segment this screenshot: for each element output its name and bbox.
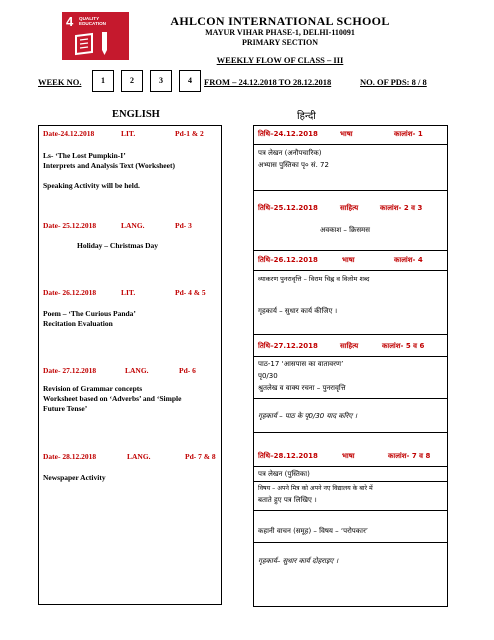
divider	[254, 432, 447, 433]
hin-type-2: साहित्य	[340, 204, 359, 212]
eng-line: Interprets and Analysis Text (Worksheet)	[43, 161, 175, 170]
hin-line: पत्र लेखन (अनौपचारिक)	[258, 149, 322, 157]
hin-line: गृहकार्य– सुधार कार्य दोहराइए ।	[258, 557, 339, 565]
school-section: PRIMARY SECTION	[241, 38, 319, 47]
divider	[254, 356, 447, 357]
divider	[254, 334, 447, 335]
hin-pd-2: कालांश- 2 व 3	[380, 204, 423, 212]
periods-count: NO. OF PDS: 8 / 8	[360, 77, 427, 87]
hin-line: गृहकार्य – सुधार कार्य कीजिए ।	[258, 307, 338, 315]
eng-pd-2: Pd- 3	[175, 221, 192, 230]
eng-type-1: LIT.	[121, 129, 136, 138]
week-box-1: 1	[92, 70, 114, 92]
date-range: FROM – 24.12.2018 TO 28.12.2018	[204, 77, 332, 87]
english-schedule	[38, 125, 222, 605]
eng-line: Worksheet based on ‘Adverbs’ and ‘Simple	[43, 394, 182, 403]
hin-type-1: भाषा	[340, 130, 353, 138]
eng-line: Revision of Grammar concepts	[43, 384, 143, 393]
eng-type-4: LANG.	[125, 366, 149, 375]
eng-type-3: LIT.	[121, 288, 136, 297]
hin-pd-3: कालांश- 4	[394, 256, 423, 264]
divider	[254, 250, 447, 251]
hin-pd-4: कालांश- 5 व 6	[382, 342, 425, 350]
eng-line: Holiday – Christmas Day	[77, 241, 159, 250]
divider	[254, 144, 447, 145]
divider	[254, 398, 447, 399]
hin-line: पत्र लेखन (पुस्तिका)	[258, 470, 310, 478]
hin-line: अभ्यास पुस्तिका पृ० सं. 72	[258, 161, 329, 169]
eng-date-5: Date- 28.12.2018	[43, 452, 97, 461]
hin-line: कहानी वाचन (समूह) – विषय – ‘परोपकार’	[258, 527, 369, 535]
hin-line: गृहकार्य – पाठ के पृ0/30 याद करिए ।	[258, 412, 358, 420]
eng-date-4: Date- 27.12.2018	[43, 366, 97, 375]
week-no-label: WEEK NO.	[38, 77, 82, 87]
week-box-2: 2	[121, 70, 143, 92]
hin-date-4: तिथि–27.12.2018	[258, 342, 318, 350]
divider	[254, 466, 447, 467]
divider	[254, 190, 447, 191]
hin-line: बताते हुए पत्र लिखिए ।	[258, 496, 317, 504]
hin-line: श्रुतलेख व वाक्य रचना – पुनरावृत्ति	[258, 384, 346, 392]
hin-date-3: तिथि–26.12.2018	[258, 256, 318, 264]
week-box-4: 4	[179, 70, 201, 92]
logo-number: 4	[66, 14, 74, 29]
eng-line: Newspaper Activity	[43, 473, 106, 482]
hin-line: विषय – अपने मित्र को अपने नए विद्यालय के बारे में	[258, 485, 373, 492]
school-name: AHLCON INTERNATIONAL SCHOOL	[170, 14, 390, 28]
hin-pd-5: कालांश- 7 व 8	[388, 452, 431, 460]
week-box-3: 3	[150, 70, 172, 92]
eng-pd-1: Pd-1 & 2	[175, 129, 204, 138]
hin-date-2: तिथि–25.12.2018	[258, 204, 318, 212]
hin-date-1: तिथि–24.12.2018	[258, 130, 318, 138]
hin-line: पृ0/30	[258, 372, 278, 380]
divider	[254, 270, 447, 271]
eng-line: Future Tense’	[43, 404, 88, 413]
eng-line: Poem – ‘The Curious Panda’	[43, 309, 136, 318]
eng-pd-4: Pd- 6	[179, 366, 196, 375]
eng-line: Ls- ‘The Lost Pumpkin-I’	[43, 151, 126, 160]
eng-date-3: Date- 26.12.2018	[43, 288, 97, 297]
hin-type-3: भाषा	[342, 256, 355, 264]
hin-pd-1: कालांश- 1	[394, 130, 423, 138]
weekly-flow-title: WEEKLY FLOW OF CLASS – III	[216, 55, 344, 65]
hin-date-5: तिथि–28.12.2018	[258, 452, 318, 460]
hin-line: अवकाश – क्रिसमस	[320, 226, 370, 234]
hindi-schedule	[253, 125, 448, 607]
divider	[254, 481, 447, 482]
divider	[254, 542, 447, 543]
hin-type-5: भाषा	[342, 452, 355, 460]
hin-line: पाठ-17 ‘आसपास का वातावरण’	[258, 360, 344, 368]
eng-pd-3: Pd- 4 & 5	[175, 288, 206, 297]
eng-type-5: LANG.	[127, 452, 151, 461]
eng-date-2: Date- 25.12.2018	[43, 221, 97, 230]
eng-pd-5: Pd- 7 & 8	[185, 452, 216, 461]
school-address: MAYUR VIHAR PHASE-1, DELHI-110091	[205, 28, 355, 37]
hindi-heading: हिन्दी	[297, 111, 316, 122]
logo-text: QUALITY EDUCATION	[79, 16, 106, 26]
eng-type-2: LANG.	[121, 221, 145, 230]
hin-type-4: साहित्य	[340, 342, 359, 350]
english-heading: ENGLISH	[112, 109, 160, 120]
eng-date-1: Date-24.12.2018	[43, 129, 95, 138]
eng-line: Recitation Evaluation	[43, 319, 113, 328]
hin-line: व्याकरण पुनरावृत्ति – विराम चिह्न व विलोम शब्द	[258, 275, 370, 283]
eng-line: Speaking Activity will be held.	[43, 181, 140, 190]
divider	[254, 510, 447, 511]
